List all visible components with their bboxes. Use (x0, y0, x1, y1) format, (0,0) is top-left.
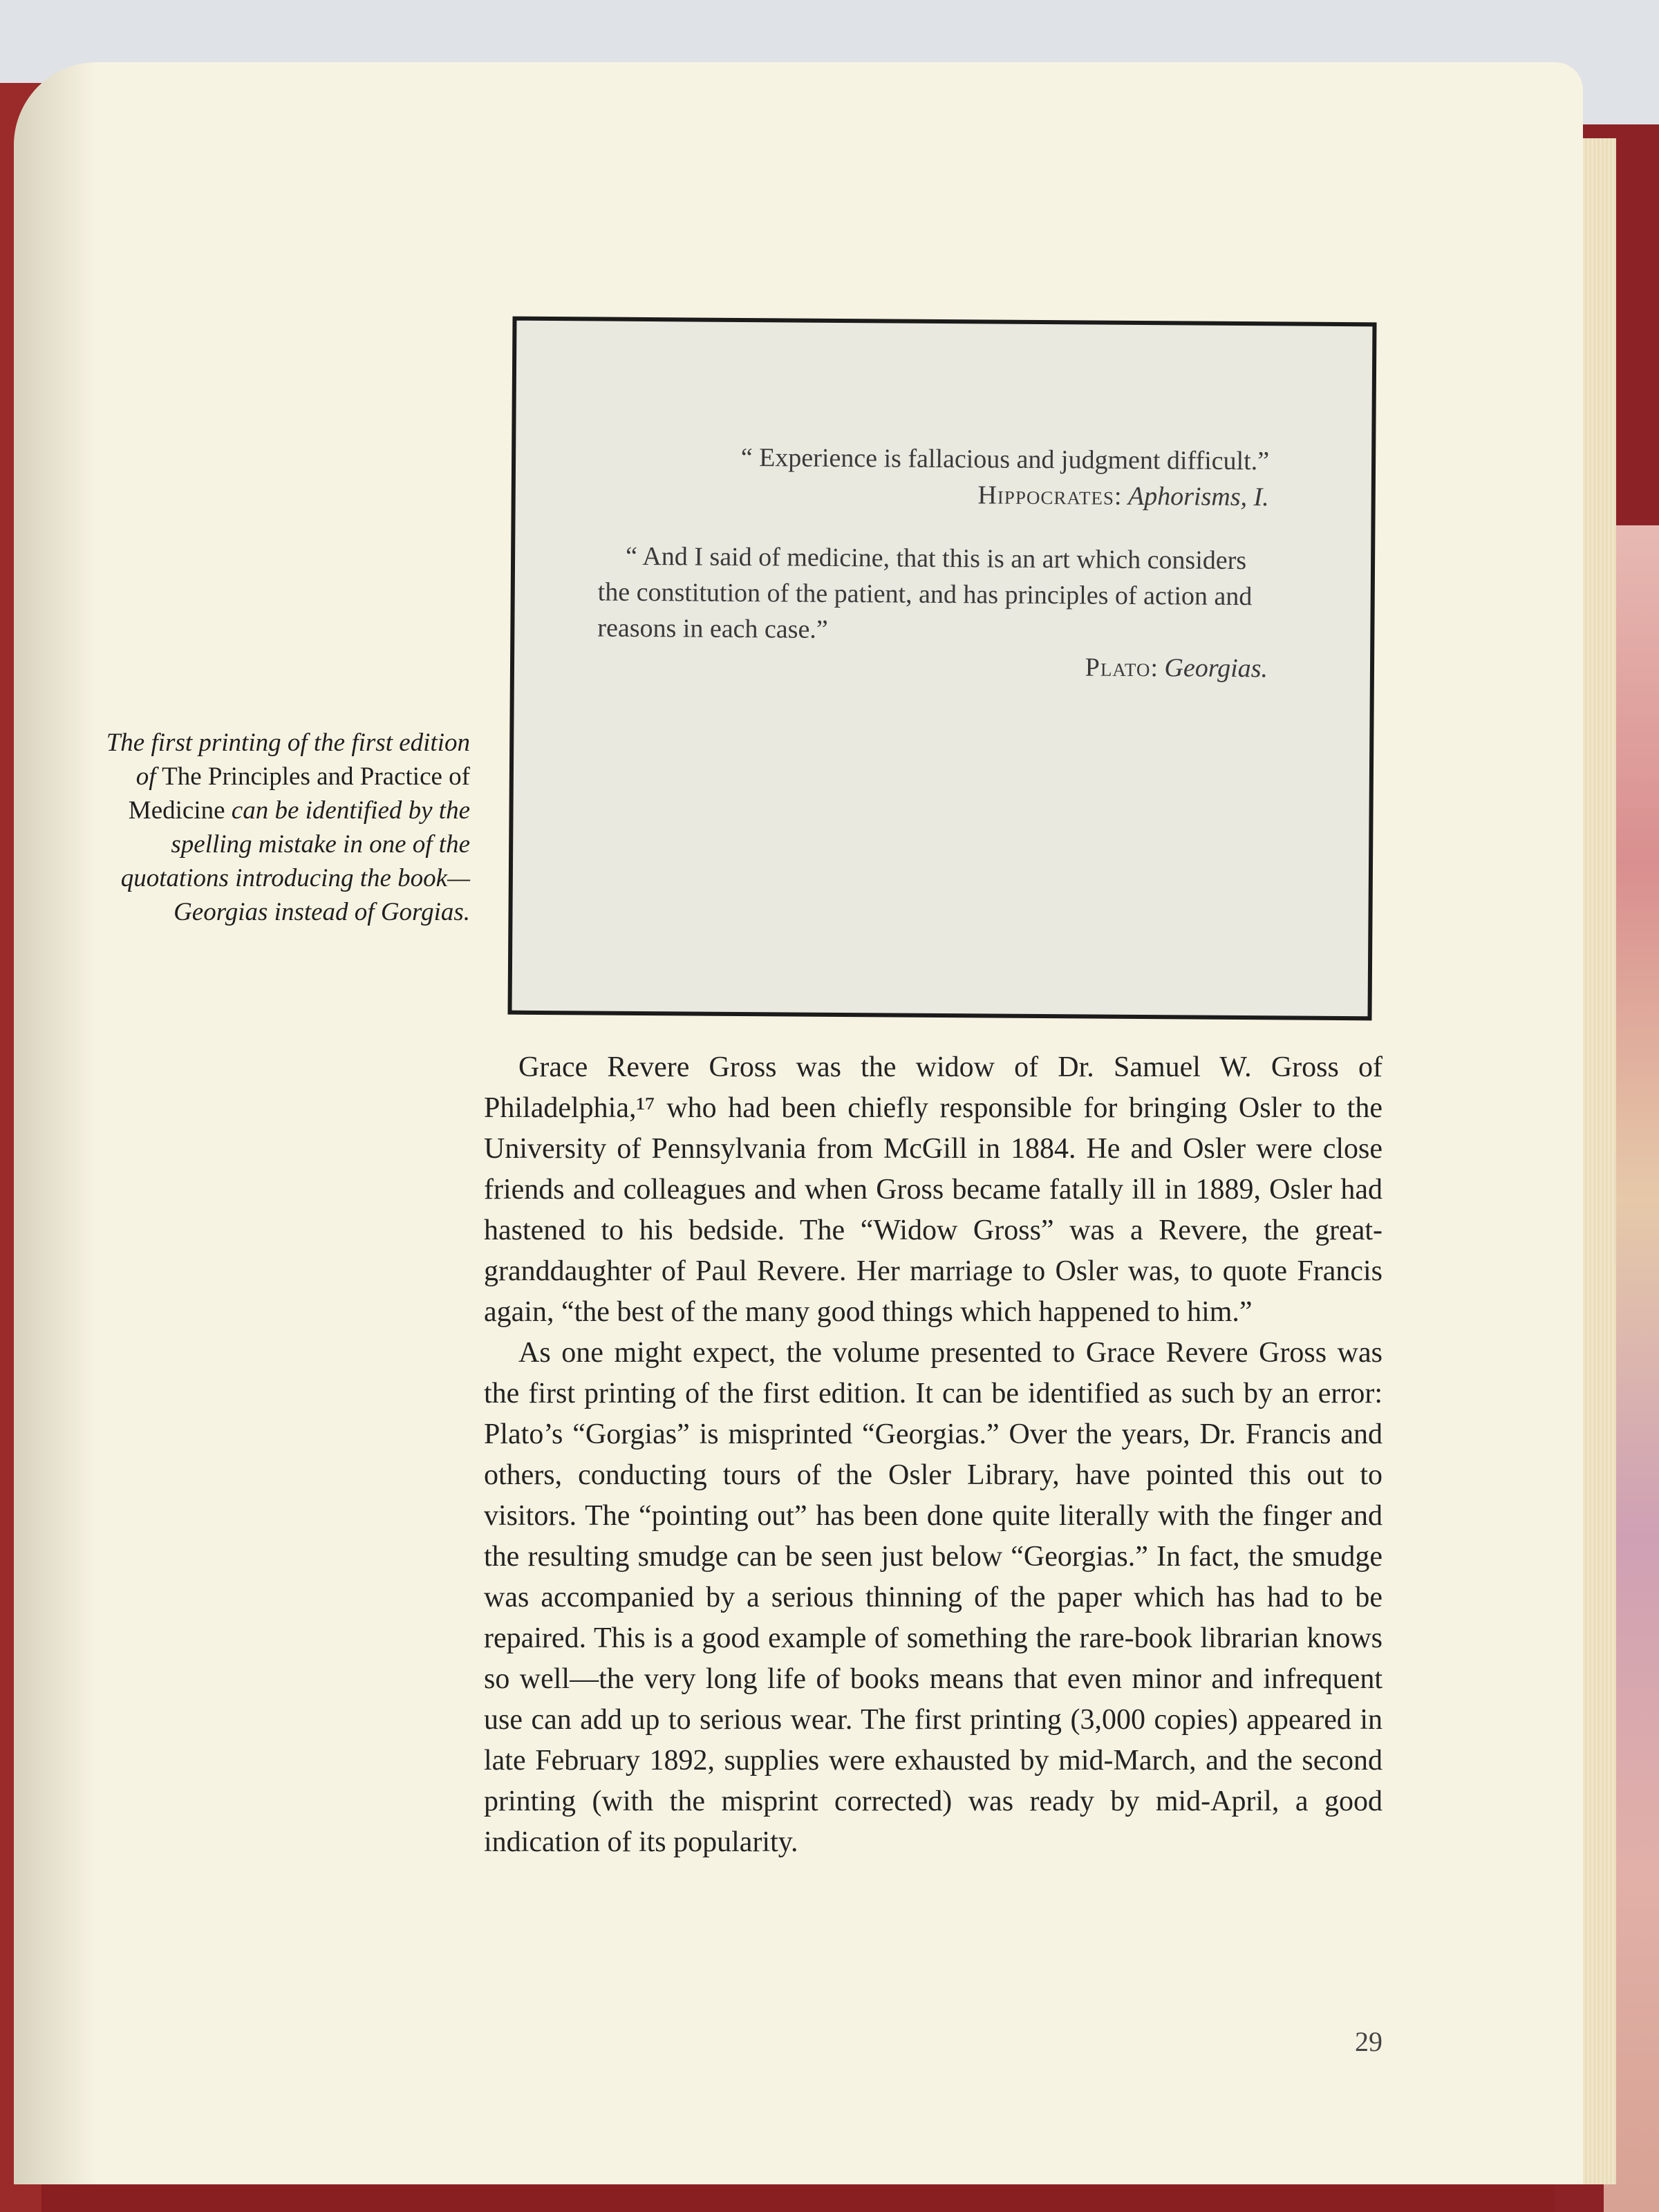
attribution-hippocrates: Hippocrates: Aphorisms, I. (977, 480, 1269, 512)
work-title: Aphorisms, I. (1127, 481, 1269, 512)
quote-hippocrates: “ Experience is fallacious and judgment difficult.” (740, 442, 1270, 476)
caption-part1: The first printing of the first edition of (106, 729, 470, 791)
figure-text (597, 439, 1270, 715)
margin-caption (83, 726, 470, 929)
page-number: 29 (1355, 2026, 1382, 2057)
work-title: Georgias. (1164, 653, 1268, 684)
quotation-figure (507, 317, 1376, 1021)
quote-plato: “ And I said of medicine, that this is an art which considers the constitution of the patient, and has principles of action and reasons in each case.” (597, 541, 1253, 644)
paragraph-2: As one might expect, the volume presented to Grace Revere Gross was the first printing of the first edition. It can be identified as such by an error: Plato’s “Gorgias” is misprinted “Georgias.” Over the years, Dr. Francis and others, conducting tours of the Osler Library, have pointed this out to visitors. The “pointing out” has been done quite literally with the finger and the resulting smudge can be seen just below “Georgias.” In fact, the smudge was accompanied by a serious thinning of the paper which has had to be repaired. This is a good example of something the rare-book librarian knows so well—the very long life of books means that even minor and infrequent use can add up to serious wear. The first printing (3,000 copies) appeared in late February 1892, supplies were exhausted by mid-March, and the second printing (with the misprint corrected) was ready by mid-April, a good indication of its popularity. (484, 1337, 1382, 1858)
caption-book-title: The Principles and Practice of Medicine (128, 762, 470, 825)
author-name: Plato (1085, 653, 1151, 683)
paragraph-1: Grace Revere Gross was the widow of Dr. Samuel W. Gross of Philadelphia,¹⁷ who had been chiefly responsible for bringing Osler to the University of Pennsylvania from McGill in 1884. He and Osler were close friends and colleagues and when Gross became fatally ill in 1889, Osler had hastened to his bedside. The “Widow Gross” was a Revere, the great-granddaughter of Paul Revere. Her marriage to Osler was, to quote Francis again, “the best of the many good things which happened to him.” (484, 1051, 1382, 1328)
gutter-shadow (14, 62, 97, 2184)
attribution-plato: Plato: Georgias. (1085, 653, 1268, 684)
body-text (484, 1047, 1382, 1863)
caption-part2: can be identified by the spelling mistake in one of the quotations introducing the book—Georgias instead of Gorgias. (120, 796, 470, 926)
author-name: Hippocrates (977, 480, 1115, 511)
